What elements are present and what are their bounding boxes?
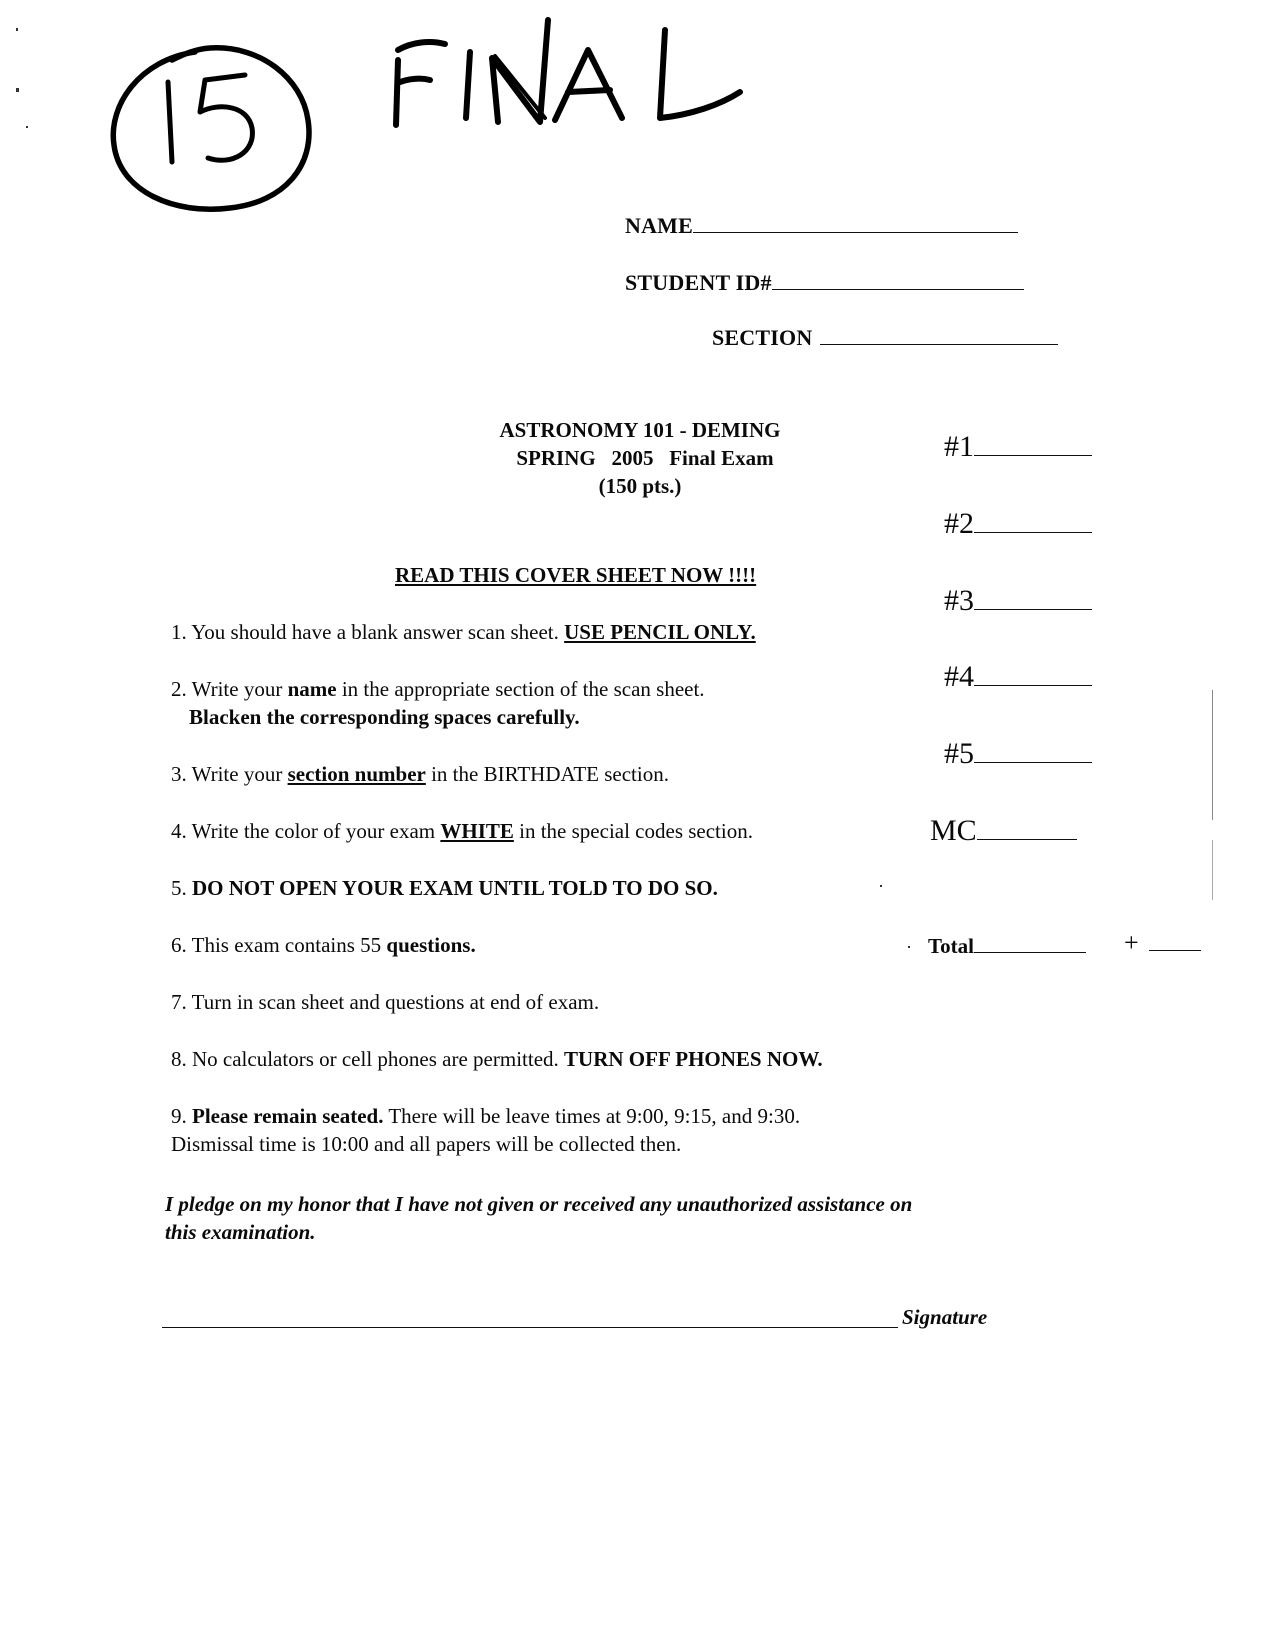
scan-speck [908,946,910,948]
section-label: SECTION [712,325,813,350]
section-blank[interactable] [820,343,1058,345]
name-blank[interactable] [693,231,1018,233]
instruction-4: 4. Write the color of your exam WHITE in the special codes section. [171,819,753,843]
instruction-2: 2. Write your name in the appropriate section of the scan sheet. Blacken the corresponding spaces carefully. [171,677,705,729]
score-bonus[interactable]: + [1124,928,1201,958]
score-mc[interactable]: MC [930,814,1077,848]
cover-heading: READ THIS COVER SHEET NOW !!!! [395,563,757,587]
signature-line[interactable] [162,1327,898,1328]
instruction-9: 9. Please remain seated. There will be leave times at 9:00, 9:15, and 9:30. Dismissal time is 10:00 and all papers will be collected then. [171,1104,801,1156]
instruction-5: 5. DO NOT OPEN YOUR EXAM UNTIL TOLD TO DO SO. [171,876,718,900]
scan-speck [880,885,882,887]
score-q2[interactable]: #2 [944,507,1092,541]
exam-title [430,416,850,500]
instruction-3: 3. Write your section number in the BIRTHDATE section. [171,762,669,786]
name-label: NAME [625,213,694,238]
student-id-field[interactable] [625,270,1024,296]
scan-speck [1212,690,1213,820]
term-title: SPRING 2005 Final Exam [516,446,774,470]
section-field[interactable] [712,325,1058,351]
scan-speck [16,28,18,31]
handwritten-mark [100,10,780,220]
instruction-7: 7. Turn in scan sheet and questions at end of exam. [171,990,600,1014]
course-title: ASTRONOMY 101 - DEMING [499,418,781,442]
instruction-8: 8. No calculators or cell phones are permitted. TURN OFF PHONES NOW. [171,1047,823,1071]
instruction-6: 6. This exam contains 55 questions. [171,933,476,957]
score-total[interactable]: Total [928,934,1086,959]
student-id-blank[interactable] [772,288,1024,290]
signature-label: Signature [902,1305,988,1329]
score-q5[interactable]: #5 [944,737,1092,771]
scan-speck [16,88,19,92]
score-q3[interactable]: #3 [944,584,1092,618]
student-id-label: STUDENT ID# [625,270,772,295]
score-q4[interactable]: #4 [944,660,1092,694]
name-field[interactable] [625,213,1018,239]
scan-speck [1212,840,1213,900]
score-q1[interactable]: #1 [944,430,1092,464]
points-title: (150 pts.) [598,474,682,498]
honor-pledge: I pledge on my honor that I have not given or received any unauthorized assistance on this examination. [165,1192,913,1244]
scan-speck [26,126,28,128]
instruction-1: 1. You should have a blank answer scan sheet. USE PENCIL ONLY. [171,620,756,644]
